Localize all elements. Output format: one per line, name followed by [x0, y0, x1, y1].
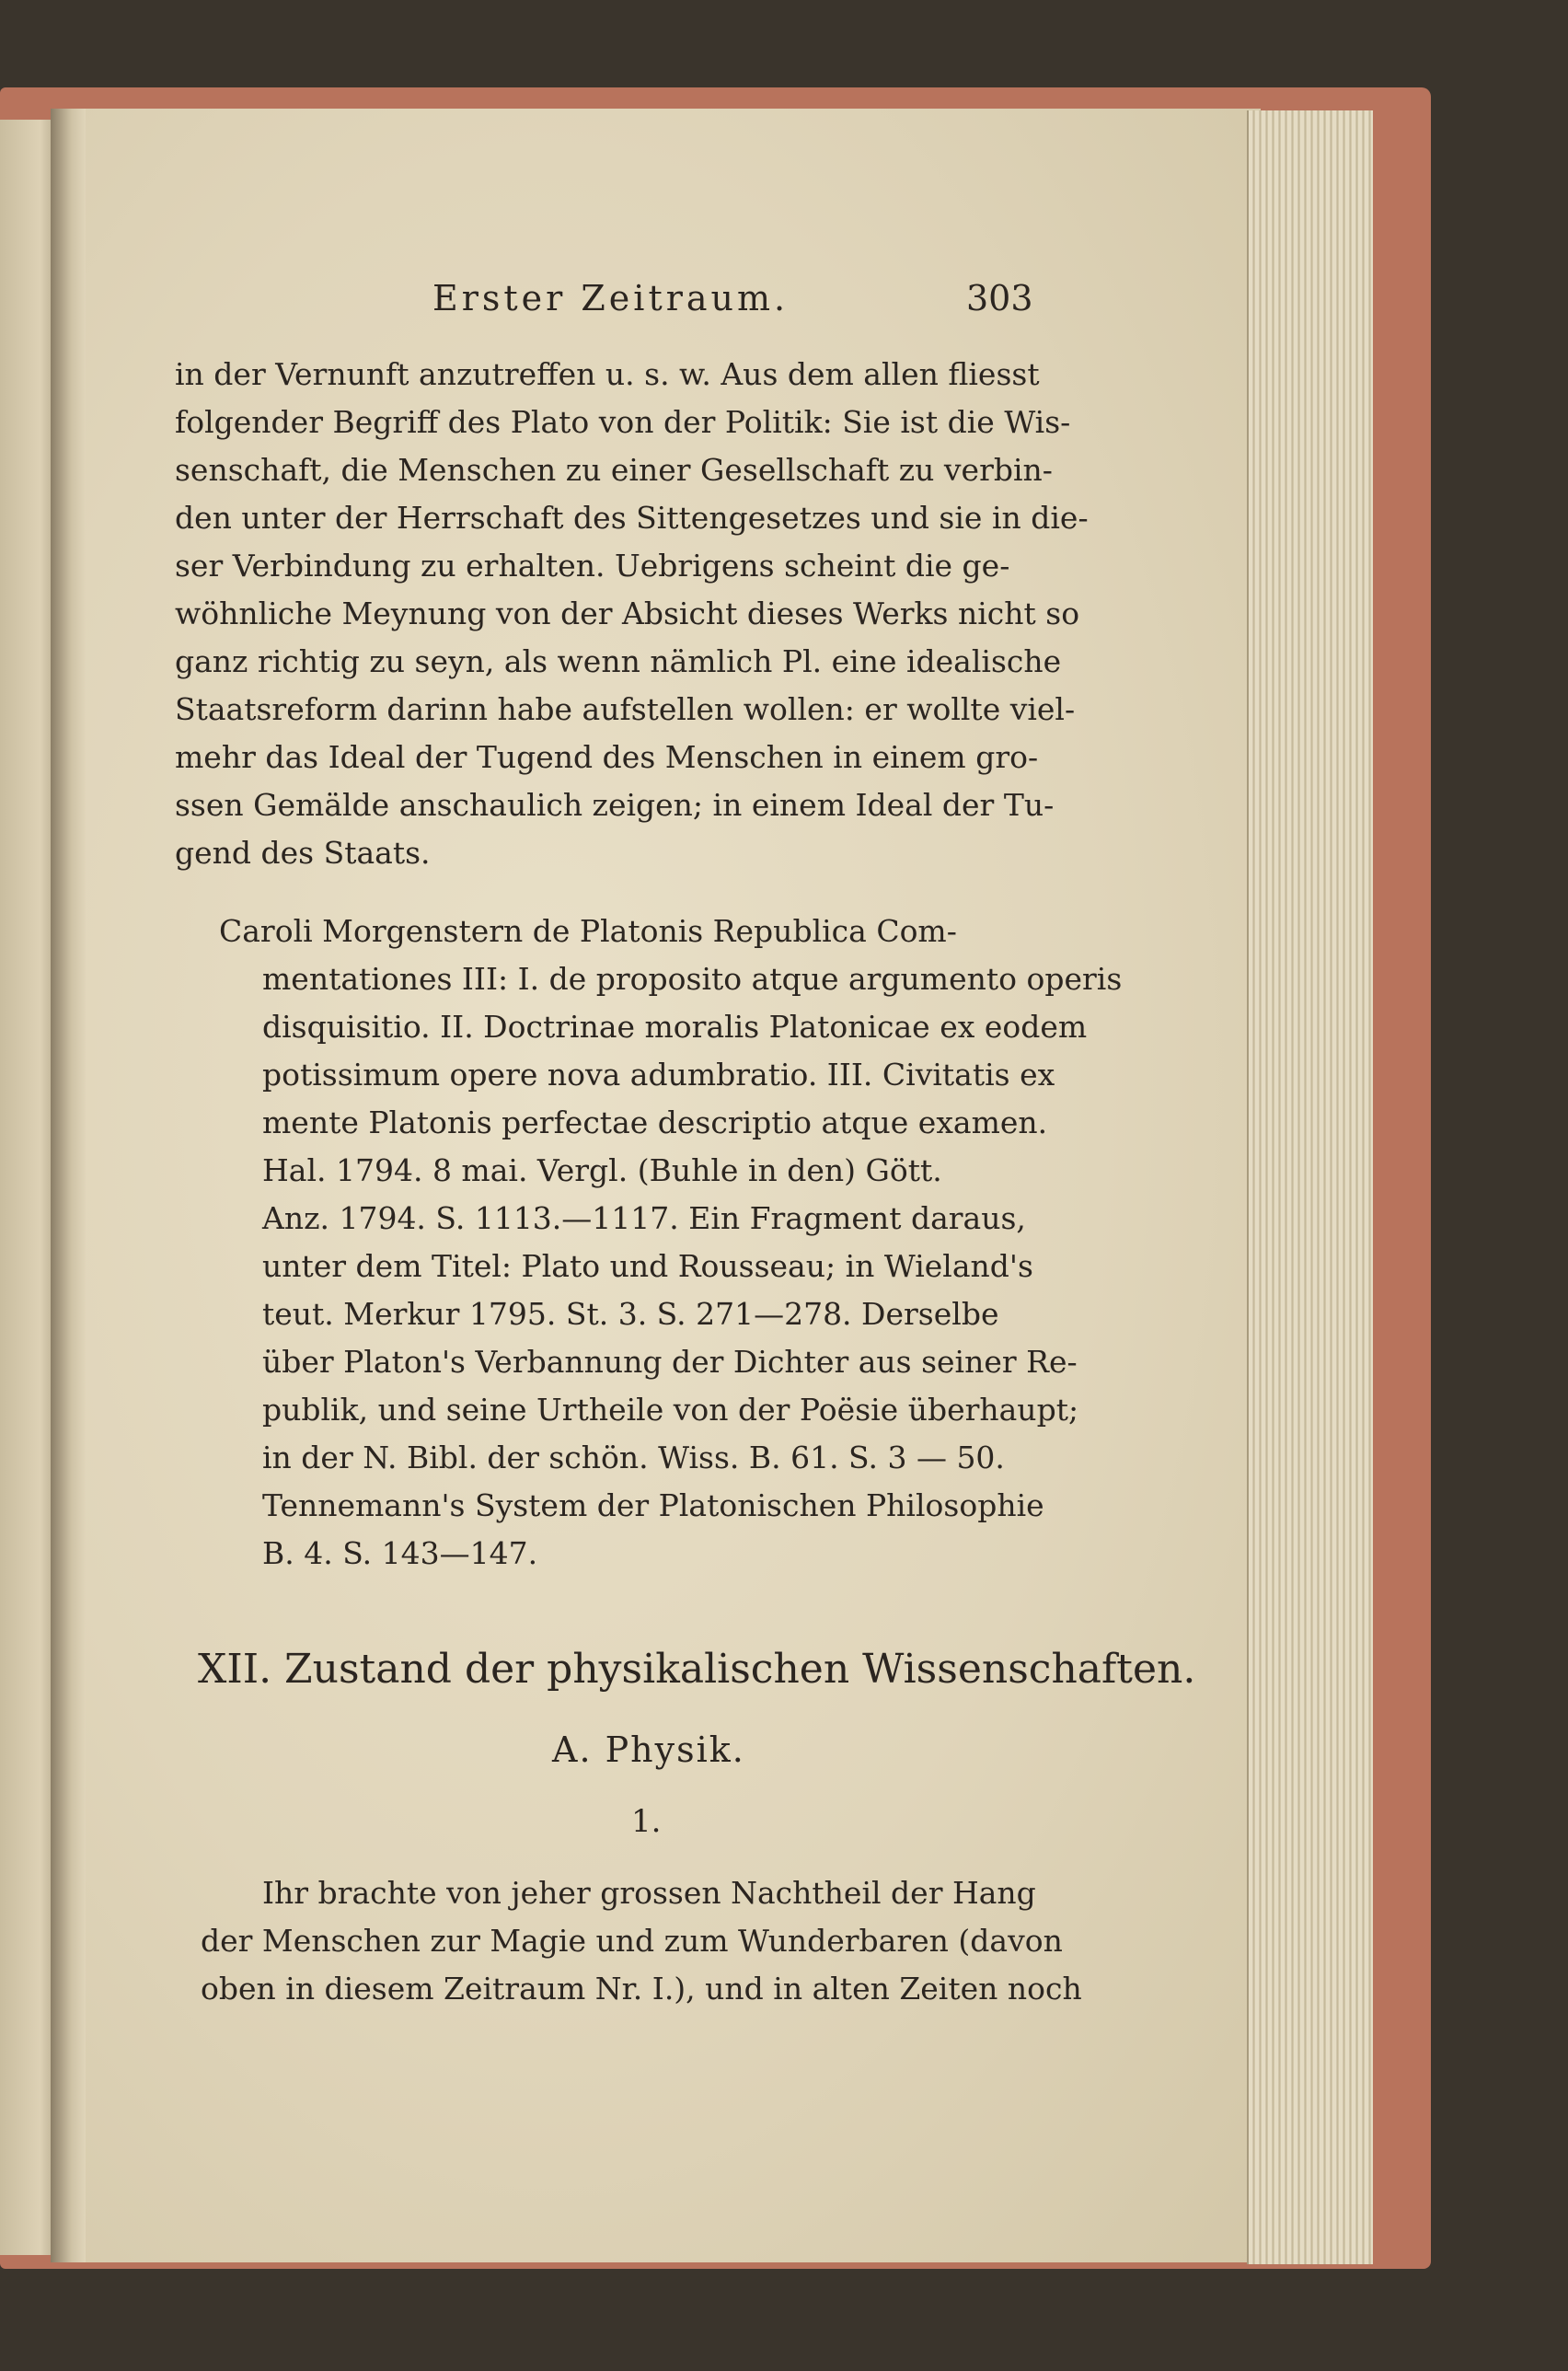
left-page-edge — [0, 120, 57, 2255]
page-number: 303 — [966, 278, 1033, 318]
text-line: B. 4. S. 143—147. — [262, 1535, 538, 1571]
text-line: folgender Begriff des Plato von der Politik: Sie ist die Wis- — [175, 404, 1071, 440]
text-line: wöhnliche Meynung von der Absicht dieses Werks nicht so — [175, 596, 1080, 631]
text-line: den unter der Herrschaft des Sittengesetzes und sie in die- — [175, 500, 1089, 536]
section-subtitle: A. Physik. — [552, 1729, 745, 1770]
text-line: teut. Merkur 1795. St. 3. S. 271—278. Derselbe — [262, 1296, 999, 1332]
text-line: Staatsreform darinn habe aufstellen wollen: er wollte viel- — [175, 691, 1076, 727]
text-line: mente Platonis perfectae descriptio atque examen. — [262, 1105, 1048, 1140]
text-line: Ihr brachte von jeher grossen Nachtheil der Hang — [262, 1875, 1036, 1911]
text-line: oben in diesem Zeitraum Nr. I.), und in alten Zeiten noch — [201, 1971, 1082, 2007]
page-edges — [1247, 110, 1373, 2264]
text-line: der Menschen zur Magie und zum Wunderbaren (davon — [201, 1923, 1063, 1959]
bibliography-first-line: Caroli Morgenstern de Platonis Republica Com- — [219, 913, 957, 949]
text-line: in der Vernunft anzutreffen u. s. w. Aus dem allen fliesst — [175, 356, 1040, 392]
page-gutter — [51, 109, 86, 2262]
text-line: ser Verbindung zu erhalten. Uebrigens scheint die ge- — [175, 548, 1010, 584]
text-line: Anz. 1794. S. 1113.—1117. Ein Fragment daraus, — [262, 1200, 1026, 1236]
running-title: Erster Zeitraum. — [432, 278, 790, 318]
text-line: publik, und seine Urtheile von der Poësie überhaupt; — [262, 1392, 1079, 1428]
text-line: disquisitio. II. Doctrinae moralis Platonicae ex eodem — [262, 1009, 1088, 1045]
text-line: ssen Gemälde anschaulich zeigen; in einem Ideal der Tu- — [175, 787, 1055, 823]
text-line: über Platon's Verbannung der Dichter aus seiner Re- — [262, 1344, 1078, 1380]
text-line: gend des Staats. — [175, 835, 431, 871]
text-line: Tennemann's System der Platonischen Philosophie — [262, 1487, 1044, 1523]
text-line: mentationes III: I. de proposito atque argumento operis — [262, 961, 1123, 997]
text-line: senschaft, die Menschen zu einer Gesellschaft zu verbin- — [175, 452, 1053, 488]
text-line: unter dem Titel: Plato und Rousseau; in Wieland's — [262, 1248, 1033, 1284]
text-line: potissimum opere nova adumbratio. III. Civitatis ex — [262, 1057, 1055, 1093]
text-line: mehr das Ideal der Tugend des Menschen in einem gro- — [175, 739, 1039, 775]
text-line: in der N. Bibl. der schön. Wiss. B. 61. S. 3 — 50. — [262, 1440, 1005, 1475]
section-title: XII. Zustand der physikalischen Wissenschaften. — [198, 1646, 1196, 1693]
text-line: ganz richtig zu seyn, als wenn nämlich Pl. eine idealische — [175, 643, 1062, 679]
section-number: 1. — [631, 1803, 662, 1840]
text-line: Hal. 1794. 8 mai. Vergl. (Buhle in den) Gött. — [262, 1152, 942, 1188]
